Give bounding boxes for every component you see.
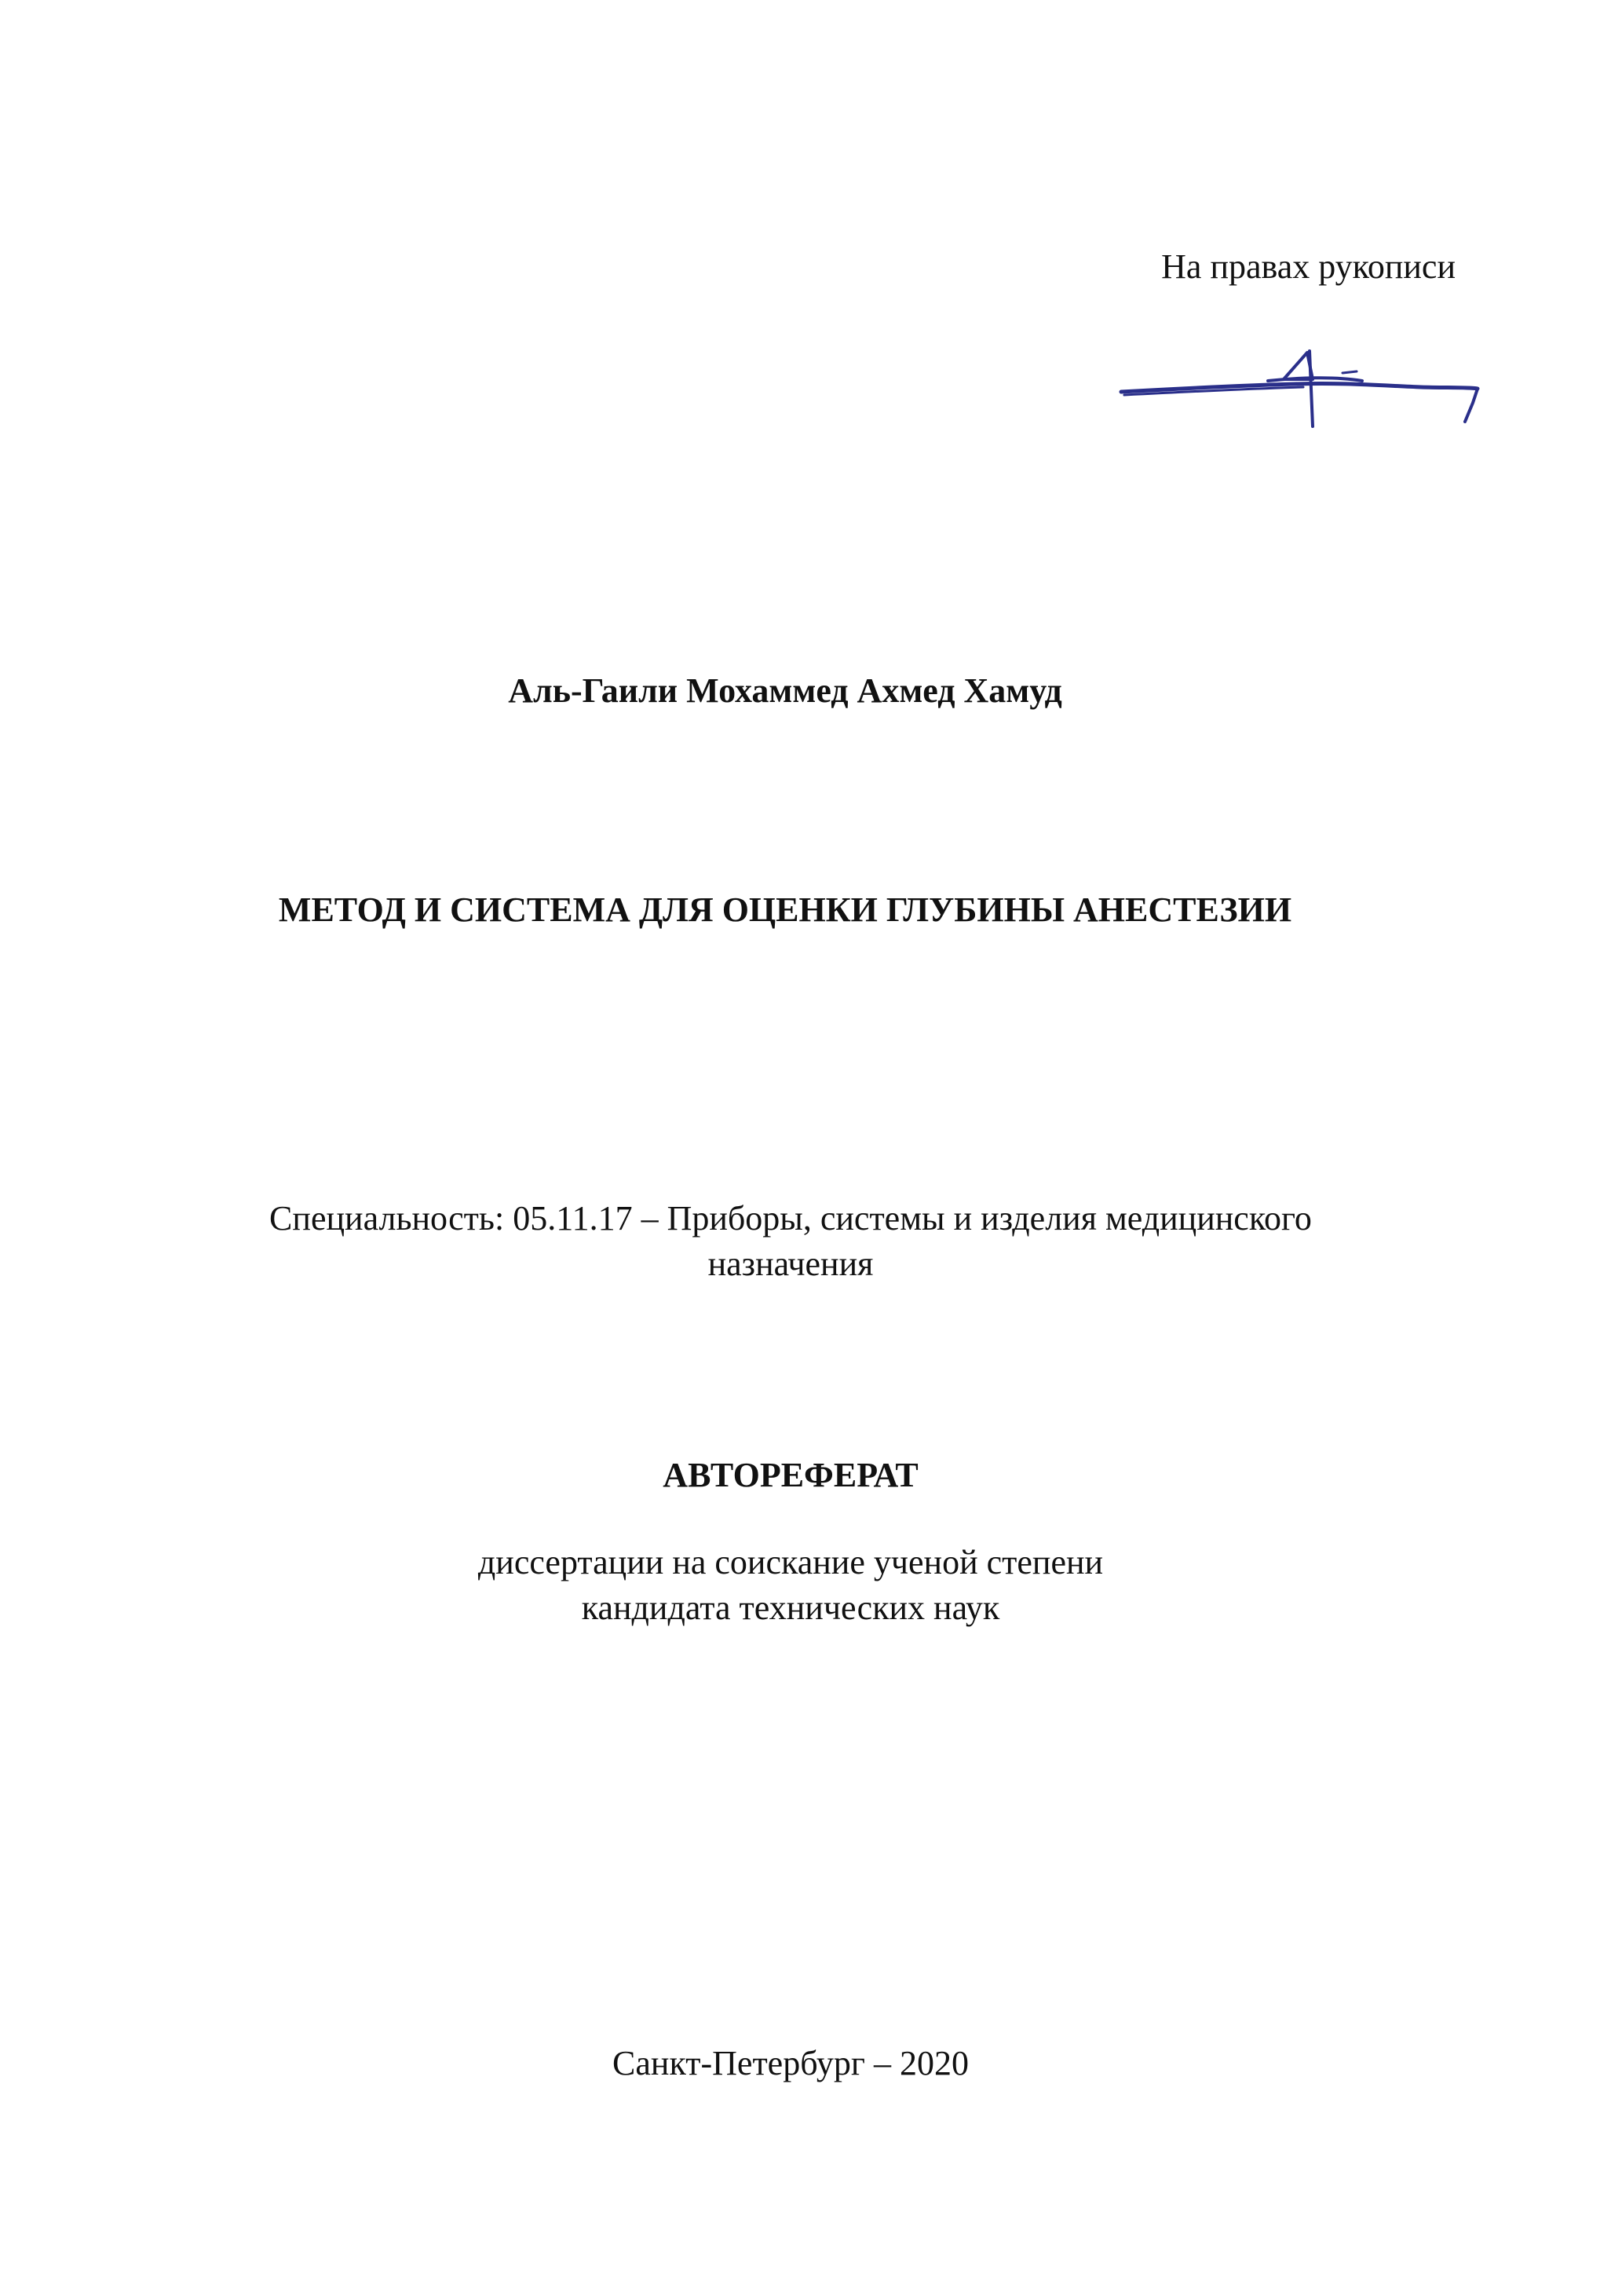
manuscript-rights-note: На правах рукописи	[1161, 247, 1456, 286]
document-type-heading: АВТОРЕФЕРАТ	[663, 1456, 919, 1494]
specialty-line-2: назначения	[707, 1245, 874, 1283]
city-and-year: Санкт-Петербург – 2020	[612, 2044, 969, 2082]
specialty-line-1: Специальность: 05.11.17 – Приборы, системы и изделия медицинского	[269, 1199, 1312, 1238]
dissertation-title: МЕТОД И СИСТЕМА ДЛЯ ОЦЕНКИ ГЛУБИНЫ АНЕСТЕЗИИ	[278, 890, 1292, 929]
degree-line-1: диссертации на соискание ученой степени	[477, 1543, 1104, 1581]
handwritten-signature	[1107, 334, 1484, 444]
author-name: Аль-Гаили Мохаммед Ахмед Хамуд	[508, 671, 1062, 710]
degree-line-2: кандидата технических наук	[581, 1589, 1000, 1627]
